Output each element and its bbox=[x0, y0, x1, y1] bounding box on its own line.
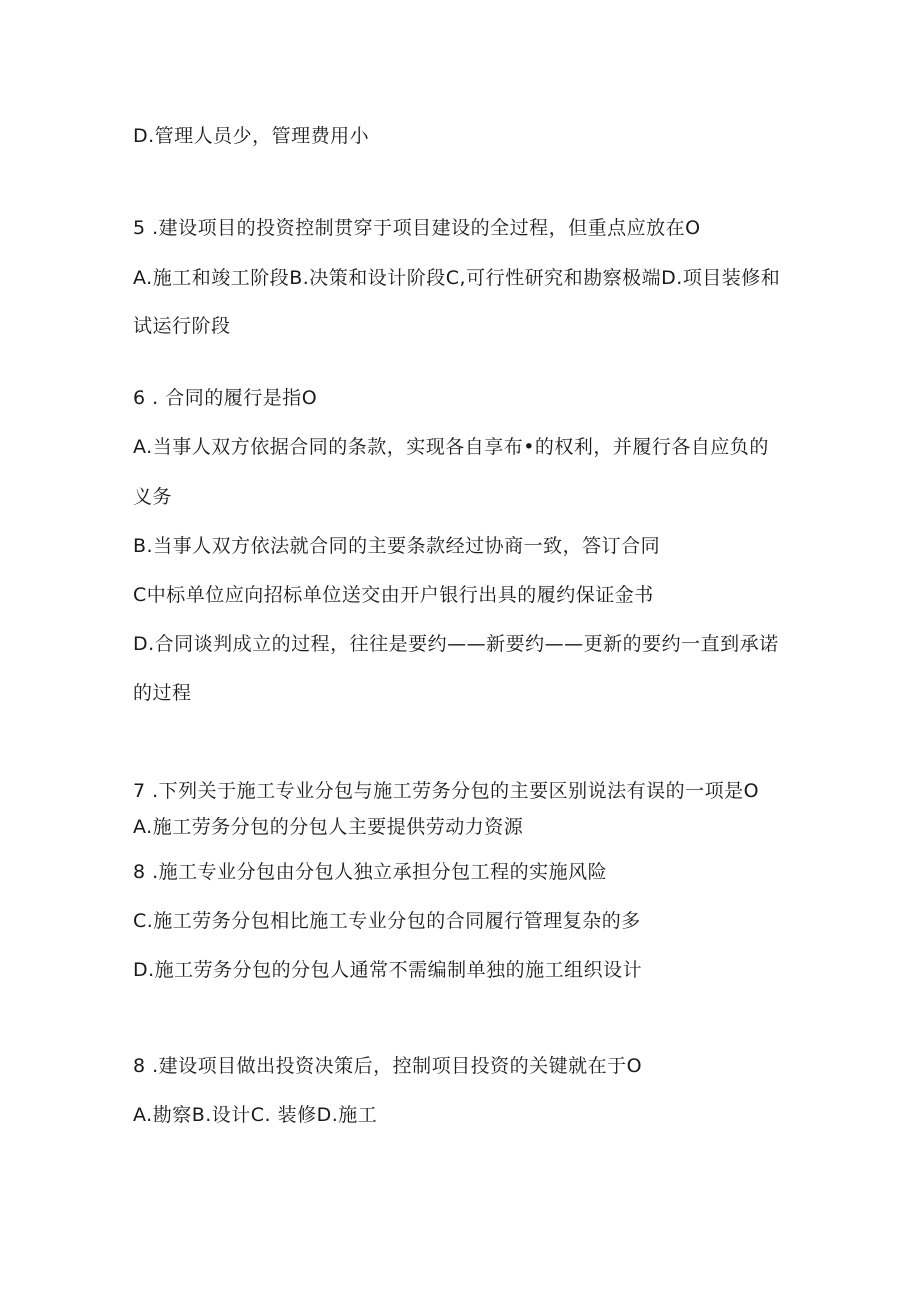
option-6b: B.当事人双方依法就合同的主要条款经过协商一致，答订合同 bbox=[133, 535, 661, 557]
question-5-options: A.施工和竣工阶段B.决策和设计阶段C,可行性研究和勘察极端D.项目装修和 bbox=[133, 267, 781, 289]
option-6a: A.当事人双方依据合同的条款，实现各自享布•的权利，并履行各自应负的 bbox=[133, 436, 769, 458]
option-7a: A.施工劳务分包的分包人主要提供劳动力资源 bbox=[133, 816, 524, 838]
option-4d: D.管理人员少，管理费用小 bbox=[133, 125, 370, 147]
option-7d: D.施工劳务分包的分包人通常不需编制单独的施工组织设计 bbox=[133, 959, 643, 981]
question-8-options: A.勘察B.设计C. 装修D.施工 bbox=[133, 1104, 378, 1126]
option-6d-cont: 的过程 bbox=[133, 682, 192, 704]
option-6d: D.合同谈判成立的过程，往往是要约——新要约——更新的要约一直到承诺 bbox=[133, 633, 779, 655]
option-7b: 8 .施工专业分包由分包人独立承担分包工程的实施风险 bbox=[133, 861, 608, 883]
question-8: 8 .建设项目做出投资决策后，控制项目投资的关键就在于O bbox=[133, 1055, 643, 1077]
question-5: 5 .建设项目的投资控制贯穿于项目建设的全过程，但重点应放在O bbox=[133, 217, 701, 239]
question-7: 7 .下列关于施工专业分包与施工劳务分包的主要区别说法有误的一项是O bbox=[133, 780, 760, 802]
question-6: 6 . 合同的履行是指O bbox=[133, 387, 318, 409]
option-7c: C.施工劳务分包相比施工专业分包的合同履行管理复杂的多 bbox=[133, 910, 641, 932]
option-6c: C中标单位应向招标单位送交由开户银行出具的履约保证金书 bbox=[133, 584, 654, 606]
question-5-options-cont: 试运行阶段 bbox=[133, 315, 231, 337]
option-6a-cont: 义务 bbox=[133, 486, 173, 508]
